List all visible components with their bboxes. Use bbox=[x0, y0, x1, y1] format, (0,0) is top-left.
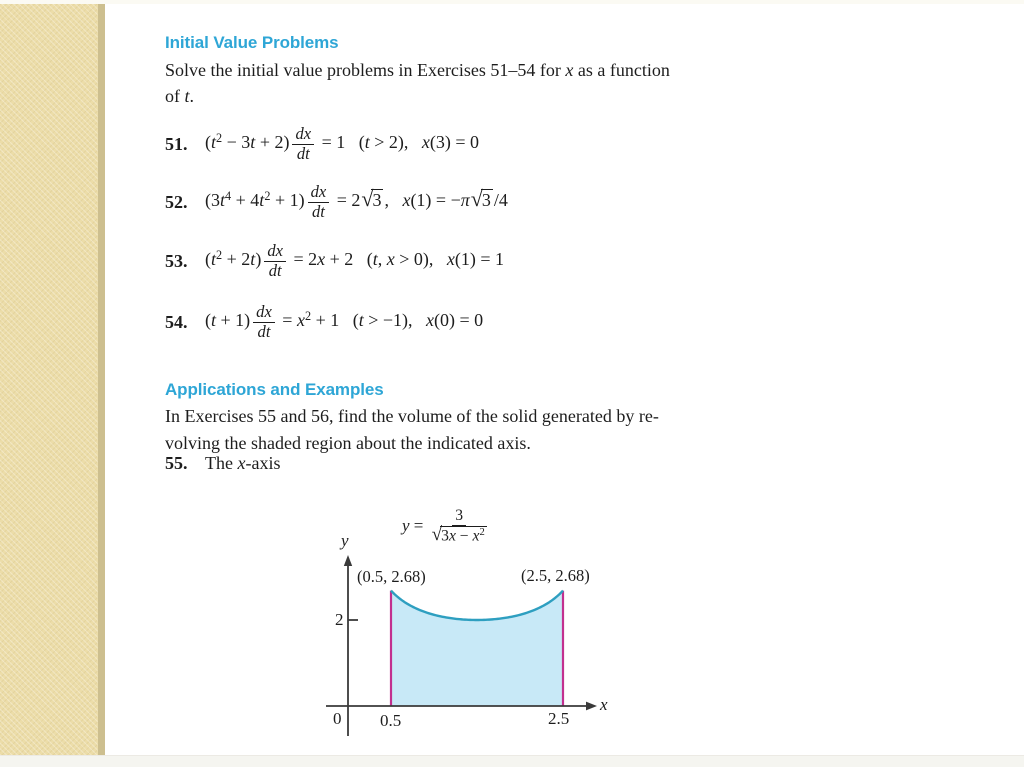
exercise-54-equation: (t + 1) $\frac{dx}{dt}$ = $x^2 + 1$ (t > −1), x(0) = 0 bbox=[205, 301, 484, 341]
exercise-51-number: 51. bbox=[165, 133, 188, 154]
exercise-53-equation: $(t^2 + 2t)$ $\frac{dx}{dt}$ = 2x + 2 (t, x > 0), x(1) = 1 bbox=[205, 240, 505, 280]
section-heading-applications-and-examples: Applications and Examples bbox=[165, 380, 384, 399]
point-label-right: (2.5, 2.68) bbox=[521, 566, 590, 585]
exercise-54 bbox=[165, 297, 483, 347]
x-axis-arrow bbox=[586, 702, 597, 711]
exercise-51-equation: $(t^2 - 3t + 2)$ $\frac{dx}{dt}$ = 1 (t > 2), x(3) = 0 bbox=[205, 123, 480, 163]
exercise-55-number: 55. bbox=[165, 452, 188, 473]
ivp-intro-line-1: Solve the initial value problems in Exercises 51–54 for x as a function bbox=[165, 60, 670, 80]
apps-intro-line-2: volving the shaded region about the indicated axis. bbox=[165, 433, 531, 453]
point-label-left: (0.5, 2.68) bbox=[357, 567, 426, 586]
exercise-55-text: The x-axis bbox=[205, 452, 281, 473]
exercise-52-number: 52. bbox=[165, 191, 188, 212]
y-axis-arrow bbox=[344, 555, 352, 566]
page-top-edge bbox=[0, 0, 1024, 4]
x-tick-label-0-5: 0.5 bbox=[380, 711, 402, 730]
exercise-51 bbox=[165, 119, 479, 169]
figure-equation: y = 3 √ $3x - x^2$ bbox=[402, 507, 485, 545]
exercise-53-number: 53. bbox=[165, 250, 188, 271]
ivp-intro-paragraph bbox=[165, 57, 670, 109]
page-bottom-edge bbox=[0, 755, 1024, 767]
exercise-53 bbox=[165, 236, 504, 286]
y-axis-label: y bbox=[341, 531, 349, 550]
origin-label: 0 bbox=[333, 709, 342, 728]
y-tick-label-2: 2 bbox=[335, 610, 344, 629]
x-tick-label-2-5: 2.5 bbox=[548, 709, 570, 728]
exercise-54-number: 54. bbox=[165, 311, 188, 332]
ivp-intro-line-2: of t. bbox=[165, 86, 195, 106]
x-axis-label: x bbox=[600, 695, 608, 714]
beige-margin-strip bbox=[0, 4, 105, 755]
exercise-52 bbox=[165, 177, 508, 227]
apps-intro-line-1: In Exercises 55 and 56, find the volume of the solid generated by re- bbox=[165, 406, 659, 426]
section-heading-initial-value-problems: Initial Value Problems bbox=[165, 33, 339, 52]
figure-exercise-55 bbox=[310, 503, 630, 755]
exercise-52-equation: $(3t^4 + 4t^2 + 1)$ $\frac{dx}{dt}$ = 2 √ 3 , x(1) = −π √ 3 /4 bbox=[205, 181, 508, 221]
exercise-55 bbox=[165, 448, 280, 478]
